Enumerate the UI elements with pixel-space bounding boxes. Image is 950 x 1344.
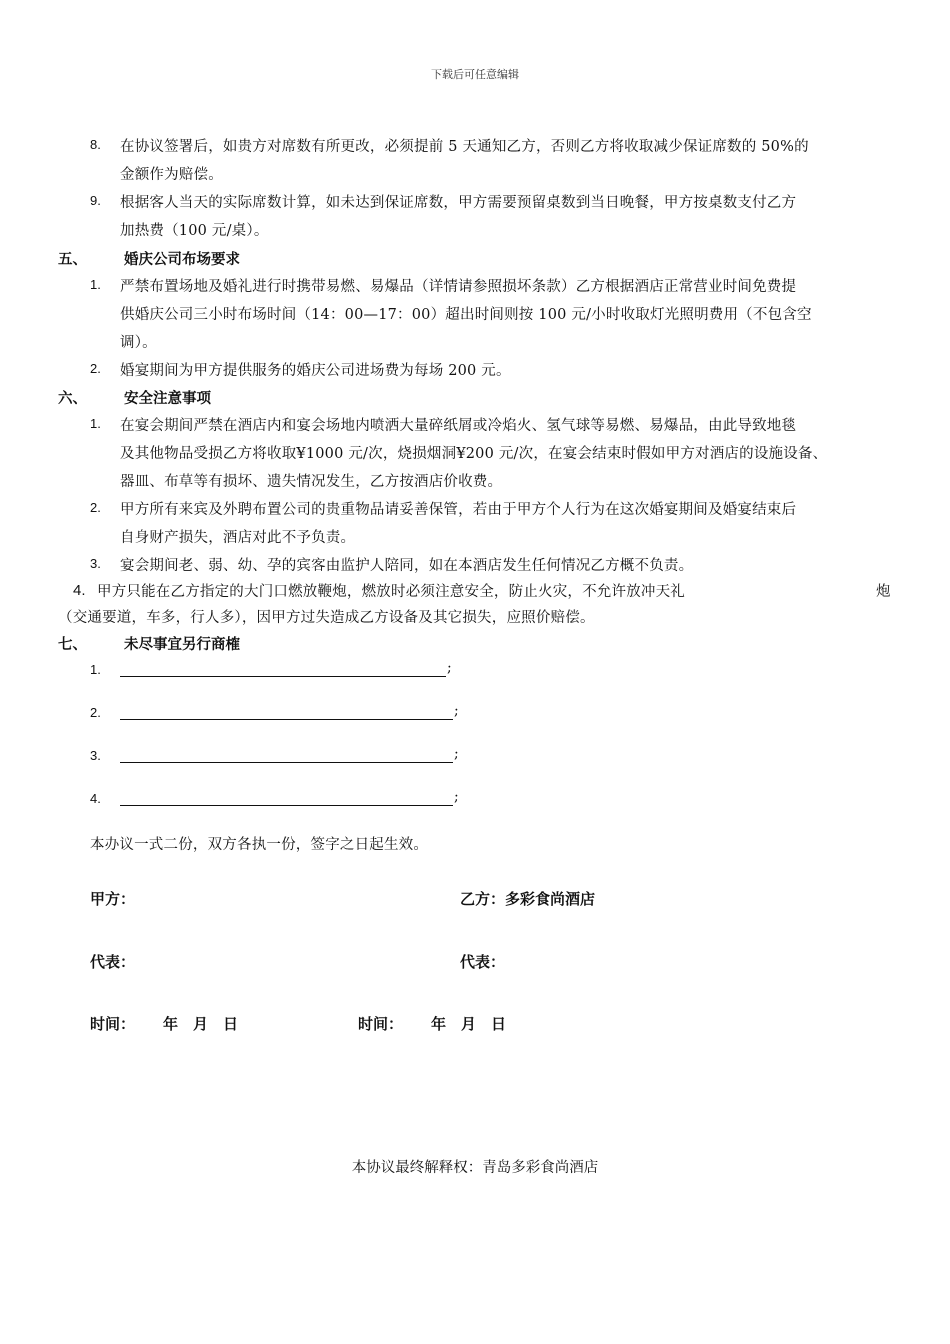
item-text-line: 在协议签署后，如贵方对席数有所更改，必须提前 5 天通知乙方，否则乙方将收取减少保证席数的 50%的 <box>120 139 809 155</box>
time-b-label: 时间： <box>358 1015 404 1033</box>
rep-a-label: 代表： <box>90 953 136 971</box>
item-text-line: 宴会期间老、弱、幼、孕的宾客由监护人陪同，如在本酒店发生任何情况乙方概不负责。 <box>120 558 694 574</box>
party-b-label: 乙方：多彩食尚酒店 <box>460 890 596 908</box>
item-number: 3. <box>90 556 101 571</box>
blank-number: 4. <box>90 791 101 806</box>
blank-number: 1. <box>90 662 101 677</box>
item-number: 1. <box>90 416 101 431</box>
item-number: 8. <box>90 137 101 152</box>
item-text-line: 甲方只能在乙方指定的大门口燃放鞭炮，燃放时必须注意安全，防止火灾，不允许放冲天礼 <box>97 584 685 600</box>
section-number: 六、 <box>58 390 87 407</box>
blank-semicolon: ; <box>454 703 459 719</box>
item-number: 2. <box>90 361 101 376</box>
time-a-date: 年 月 日 <box>163 1015 239 1033</box>
blank-number: 3. <box>90 748 101 763</box>
closing-statement: 本办议一式二份，双方各执一份，签字之日起生效。 <box>90 837 429 853</box>
item-text-line: 器皿、布草等有损坏、遗失情况发生，乙方按酒店价收费。 <box>120 474 503 490</box>
blank-semicolon: ; <box>454 789 459 805</box>
item-text-line: 金额作为赔偿。 <box>120 167 223 183</box>
item-text-line: 炮 <box>876 584 891 600</box>
blank-semicolon: ; <box>454 746 459 762</box>
item-number: 1. <box>90 277 101 292</box>
item-text-line: 加热费（100 元/桌）。 <box>120 223 269 239</box>
footer-statement: 本协议最终解释权：青岛多彩食尚酒店 <box>351 1160 599 1176</box>
item-text-line: 严禁布置场地及婚礼进行时携带易燃、易爆品（详情请参照损坏条款）乙方根据酒店正常营业时间免费提 <box>120 279 797 295</box>
item-text-line: 调）。 <box>120 335 157 351</box>
time-b-date: 年 月 日 <box>431 1015 507 1033</box>
time-a-label: 时间： <box>90 1015 136 1033</box>
section-title: 婚庆公司布场要求 <box>124 251 240 268</box>
item-text-line: 婚宴期间为甲方提供服务的婚庆公司进场费为每场 200 元。 <box>120 363 511 379</box>
item-number: 2. <box>90 500 101 515</box>
item-text-line: 及其他物品受损乙方将收取¥1000 元/次，烧损烟洞¥200 元/次，在宴会结束时假如甲方对酒店的设施设备、 <box>120 446 828 462</box>
item-text-line: 在宴会期间严禁在酒店内和宴会场地内喷洒大量碎纸屑或冷焰火、氢气球等易燃、易爆品，由此导致地毯 <box>120 418 797 434</box>
item-text-line: 根据客人当天的实际席数计算，如未达到保证席数，甲方需要预留桌数到当日晚餐，甲方按桌数支付乙方 <box>120 195 797 211</box>
blank-line[interactable] <box>120 761 453 763</box>
blank-semicolon: ; <box>447 660 452 676</box>
blank-line[interactable] <box>120 675 446 677</box>
item-text-line: 甲方所有来宾及外聘布置公司的贵重物品请妥善保管，若由于甲方个人行为在这次婚宴期间及婚宴结束后 <box>120 502 797 518</box>
item-text-line: （交通要道，车多，行人多），因甲方过失造成乙方设备及其它损失，应照价赔偿。 <box>58 610 595 626</box>
item-number: 4. <box>73 582 86 599</box>
item-text-line: 自身财产损失，酒店对此不予负责。 <box>120 530 356 546</box>
item-text-line: 供婚庆公司三小时布场时间（14：00—17：00）超出时间则按 100 元/小时收取灯光照明费用（不包含空 <box>120 307 812 323</box>
section-number: 五、 <box>58 251 87 268</box>
section-title: 安全注意事项 <box>124 390 211 407</box>
rep-b-label: 代表： <box>460 953 506 971</box>
blank-number: 2. <box>90 705 101 720</box>
party-a-label: 甲方： <box>90 890 136 908</box>
section-number: 七、 <box>58 636 87 653</box>
page-header: 下载后可任意编辑 <box>431 68 519 81</box>
blank-line[interactable] <box>120 718 453 720</box>
section-title: 未尽事宜另行商榷 <box>124 636 240 653</box>
blank-line[interactable] <box>120 804 453 806</box>
item-number: 9. <box>90 193 101 208</box>
